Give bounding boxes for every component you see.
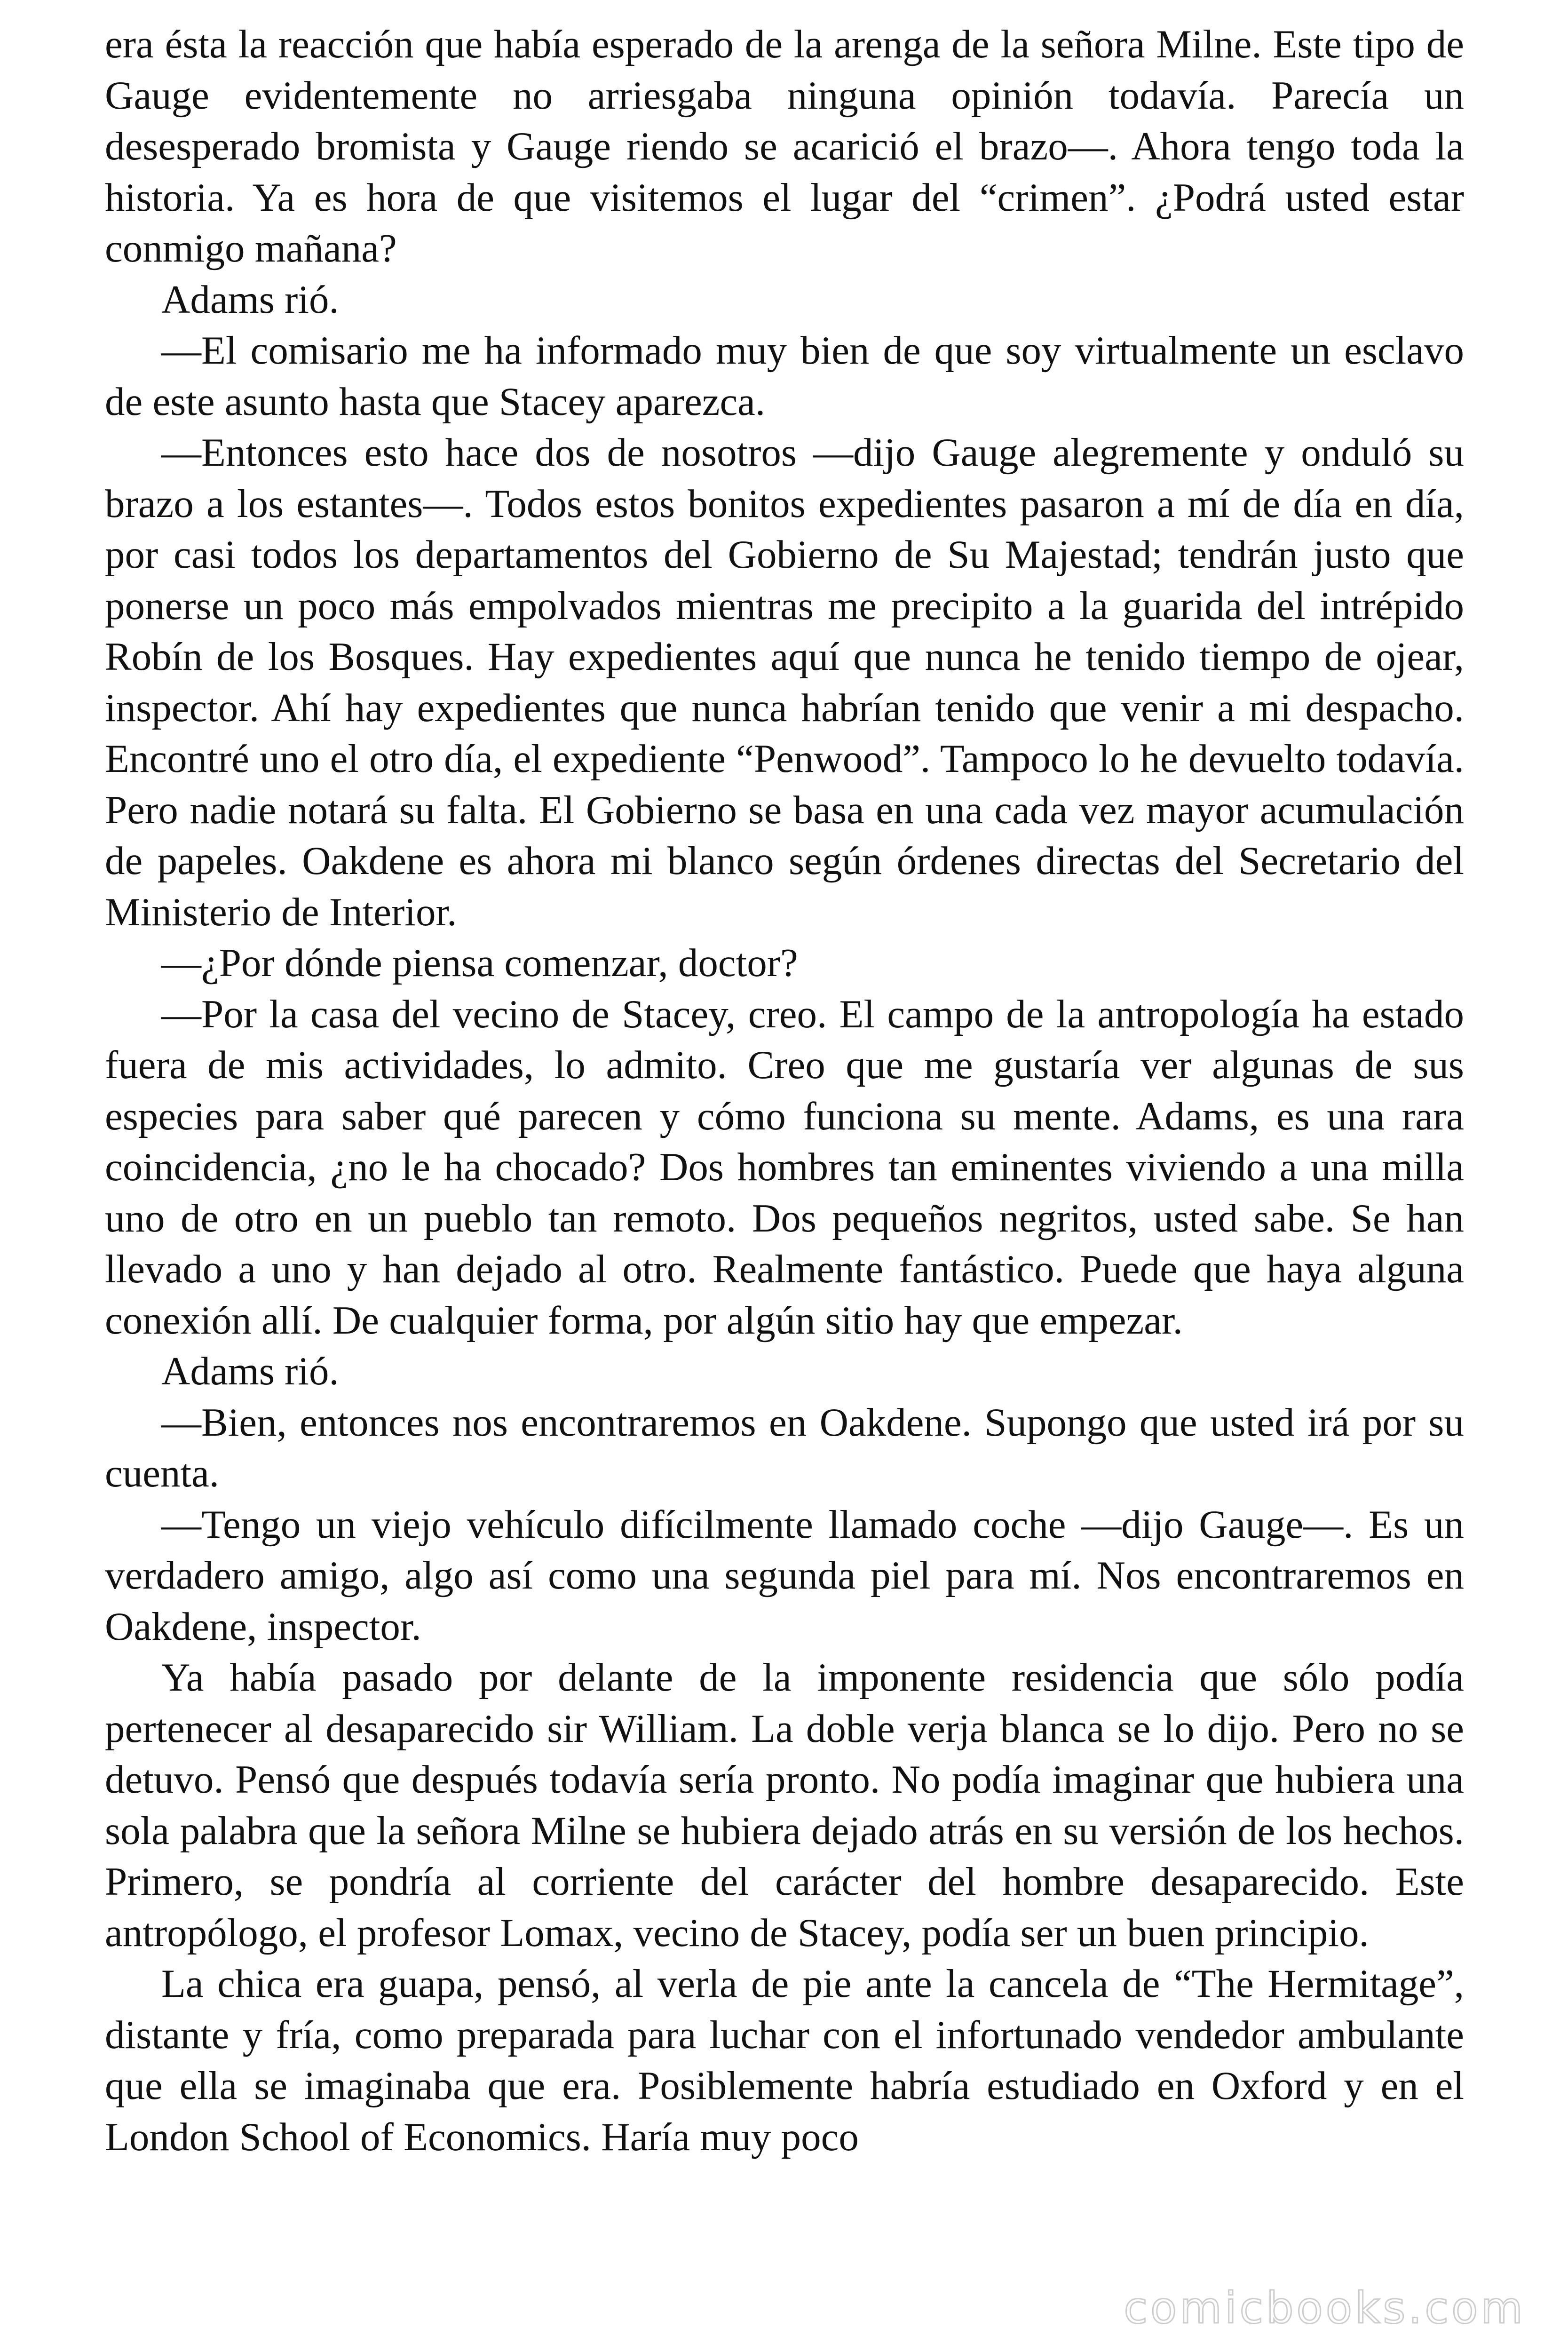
paragraph-2: Adams rió. <box>161 277 339 322</box>
paragraph-8: —Bien, entonces nos encontraremos en Oakdene. Supongo que usted irá por su cuenta. <box>105 1400 1464 1495</box>
paragraph-1: era ésta la reacción que había esperado de la arenga de la señora Milne. Este tipo de Gauge evidentemente no arriesgaba ninguna opinión todavía. Parecía un desesperado bromista y Gauge riendo se acarició el brazo—. Ahora tengo toda la historia. Ya es hora de que visitemos el lugar del “crimen”. ¿Podrá usted estar conmigo mañana? <box>105 22 1464 270</box>
paragraph-5: —¿Por dónde piensa comenzar, doctor? <box>161 941 798 985</box>
paragraph-10: Ya había pasado por delante de la imponente residencia que sólo podía pertenecer al desaparecido sir William. La doble verja blanca se lo dijo. Pero no se detuvo. Pensó que después todavía sería pronto. No podía imaginar que hubiera una sola palabra que la señora Milne se hubiera dejado atrás en su versión de los hechos. Primero, se pondría al corriente del carácter del hombre desaparecido. Este antropólogo, el profesor Lomax, vecino de Stacey, podía ser un buen principio. <box>105 1655 1464 1955</box>
paragraph-11: La chica era guapa, pensó, al verla de pie ante la cancela de “The Hermitage”, distante y fría, como preparada para luchar con el infortunado vendedor ambulante que ella se imaginaba que era. Posiblemente habría estudiado en Oxford y en el London School of Economics. Haría muy poco <box>105 1962 1464 2159</box>
paragraph-6: —Por la casa del vecino de Stacey, creo. El campo de la antropología ha estado fuera de mis actividades, lo admito. Creo que me gustaría ver algunas de sus especies para saber qué parecen y cómo funciona su mente. Adams, es una rara coincidencia, ¿no le ha chocado? Dos hombres tan eminentes viviendo a una milla uno de otro en un pueblo tan remoto. Dos pequeños negritos, usted sabe. Se han llevado a uno y han dejado al otro. Realmente fantástico. Puede que haya alguna conexión allí. De cualquier forma, por algún sitio hay que empezar. <box>105 992 1464 1343</box>
paragraph-3: —El comisario me ha informado muy bien de que soy virtualmente un esclavo de este asunto hasta que Stacey aparezca. <box>105 328 1464 424</box>
watermark-logo: comicbooks.com <box>1124 2283 1526 2333</box>
paragraph-7: Adams rió. <box>161 1349 339 1393</box>
paragraph-4: —Entonces esto hace dos de nosotros —dijo Gauge alegremente y onduló su brazo a los estantes—. Todos estos bonitos expedientes pasaron a mí de día en día, por casi todos los departamentos del Gobierno de Su Majestad; tendrán justo que ponerse un poco más empolvados mientras me precipito a la guarida del intrépido Robín de los Bosques. Hay expedientes aquí que nunca he tenido tiempo de ojear, inspector. Ahí hay expedientes que nunca habrían tenido que venir a mi despacho. Encontré uno el otro día, el expediente “Penwood”. Tampoco lo he devuelto todavía. Pero nadie notará su falta. El Gobierno se basa en una cada vez mayor acumulación de papeles. Oakdene es ahora mi blanco según órdenes directas del Secretario del Ministerio de Interior. <box>105 430 1464 934</box>
paragraph-9: —Tengo un viejo vehículo difícilmente llamado coche —dijo Gauge—. Es un verdadero amigo, algo así como una segunda piel para mí. Nos encontraremos en Oakdene, inspector. <box>105 1502 1464 1649</box>
page-text <box>105 19 1464 2162</box>
